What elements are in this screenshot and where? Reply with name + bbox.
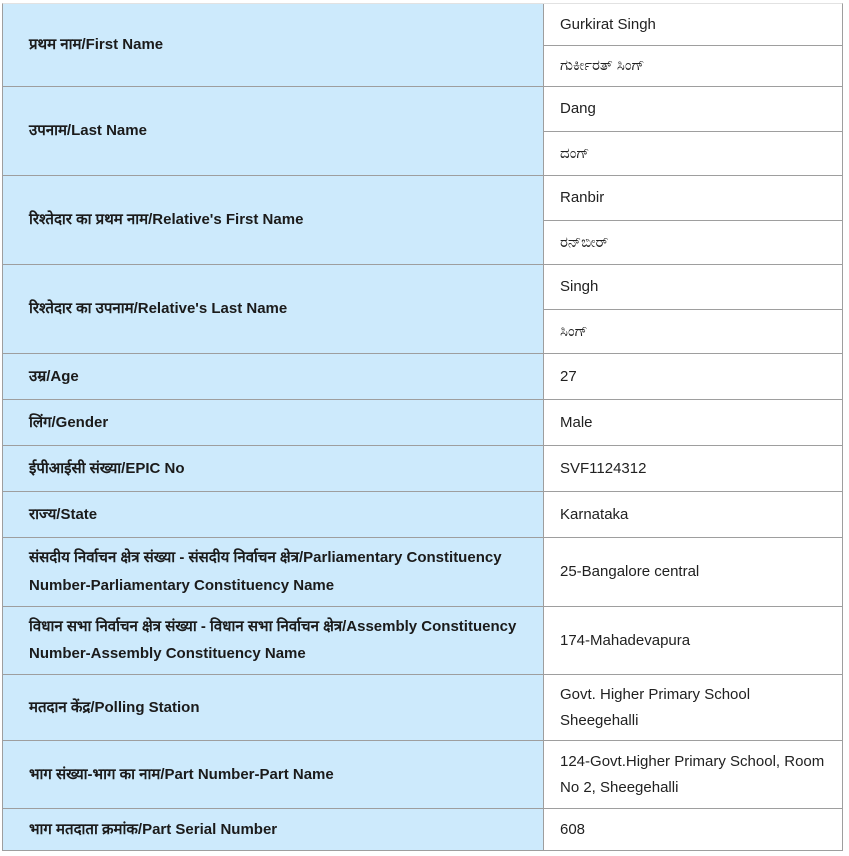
field-values-relative-first-name xyxy=(544,176,842,264)
field-label-last-name: उपनाम/Last Name xyxy=(3,87,544,175)
field-values-parliamentary-constituency xyxy=(544,538,842,606)
field-values-assembly-constituency xyxy=(544,607,842,675)
field-value-epic-no: SVF1124312 xyxy=(560,459,647,477)
field-value-parliamentary-constituency: 25-Bangalore central xyxy=(560,563,700,580)
table-row-gender xyxy=(3,399,842,445)
field-values-gender xyxy=(544,400,842,445)
field-values-state xyxy=(544,492,842,537)
field-value-last-name-english: Dang xyxy=(560,100,596,118)
field-label-part-serial-number: भाग मतदाता क्रमांक/Part Serial Number xyxy=(3,809,544,850)
field-values-last-name xyxy=(544,87,842,175)
table-row-first-name xyxy=(3,4,842,86)
field-label-relative-first-name: रिश्तेदार का प्रथम नाम/Relative's First Name xyxy=(3,176,544,264)
field-values-first-name xyxy=(544,4,842,86)
field-label-epic-no: ईपीआईसी संख्या/EPIC No xyxy=(3,446,544,491)
field-value-relative-first-name-english: Ranbir xyxy=(560,189,605,207)
table-row-relative-first-name xyxy=(3,175,842,264)
field-value-age: 27 xyxy=(560,367,577,385)
field-label-gender: लिंग/Gender xyxy=(3,400,544,445)
field-value-part-serial-number: 608 xyxy=(560,820,586,838)
table-row-parliamentary-constituency xyxy=(3,537,842,606)
field-values-age xyxy=(544,354,842,399)
field-label-part-number-name: भाग संख्या-भाग का नाम/Part Number-Part Name xyxy=(3,741,544,808)
field-label-relative-last-name: रिश्तेदार का उपनाम/Relative's Last Name xyxy=(3,265,544,353)
table-row-state xyxy=(3,491,842,537)
voter-details-table xyxy=(2,3,843,851)
table-row-polling-station xyxy=(3,674,842,740)
field-label-state: राज्य/State xyxy=(3,492,544,537)
field-value-relative-last-name-english: Singh xyxy=(560,278,599,296)
table-row-part-number-name xyxy=(3,740,842,808)
field-label-parliamentary-constituency: संसदीय निर्वाचन क्षेत्र संख्या - संसदीय निर्वाचन क्षेत्र/Parliamentary Constituency Number-Parliamentary Constituency Name xyxy=(3,538,544,606)
field-values-polling-station xyxy=(544,675,842,740)
field-values-part-serial-number xyxy=(544,809,842,850)
field-value-polling-station: Govt. Higher Primary School Sheegehalli xyxy=(560,686,751,729)
field-values-epic-no xyxy=(544,446,842,491)
field-value-last-name-regional: ದಂಗ್ xyxy=(544,131,842,175)
field-value-state: Karnataka xyxy=(560,505,629,523)
table-row-last-name xyxy=(3,86,842,175)
field-label-first-name: प्रथम नाम/First Name xyxy=(3,4,544,86)
field-label-age: उम्र/Age xyxy=(3,354,544,399)
table-row-part-serial-number xyxy=(3,808,842,850)
field-values-part-number-name xyxy=(544,741,842,808)
field-label-polling-station: मतदान केंद्र/Polling Station xyxy=(3,675,544,740)
field-value-first-name-regional: ಗುರ್ಕೀರತ್ ಸಿಂಗ್ xyxy=(544,45,842,86)
field-label-assembly-constituency: विधान सभा निर्वाचन क्षेत्र संख्या - विधान सभा निर्वाचन क्षेत्र/Assembly Constituency Number-Assembly Constituency Name xyxy=(3,607,544,675)
field-value-first-name-english: Gurkirat Singh xyxy=(560,15,656,33)
table-row-relative-last-name xyxy=(3,264,842,353)
field-value-assembly-constituency: 174-Mahadevapura xyxy=(560,631,691,649)
table-row-epic-no xyxy=(3,445,842,491)
field-value-relative-last-name-regional: ಸಿಂಗ್ xyxy=(544,309,842,353)
field-value-part-number-name: 124-Govt.Higher Primary School, Room No 2, Sheegehalli xyxy=(560,753,825,796)
field-value-relative-first-name-regional: ರನ್‌ಬೀರ್ xyxy=(544,220,842,264)
table-row-age xyxy=(3,353,842,399)
table-row-assembly-constituency xyxy=(3,606,842,675)
field-values-relative-last-name xyxy=(544,265,842,353)
field-value-gender: Male xyxy=(560,413,593,431)
